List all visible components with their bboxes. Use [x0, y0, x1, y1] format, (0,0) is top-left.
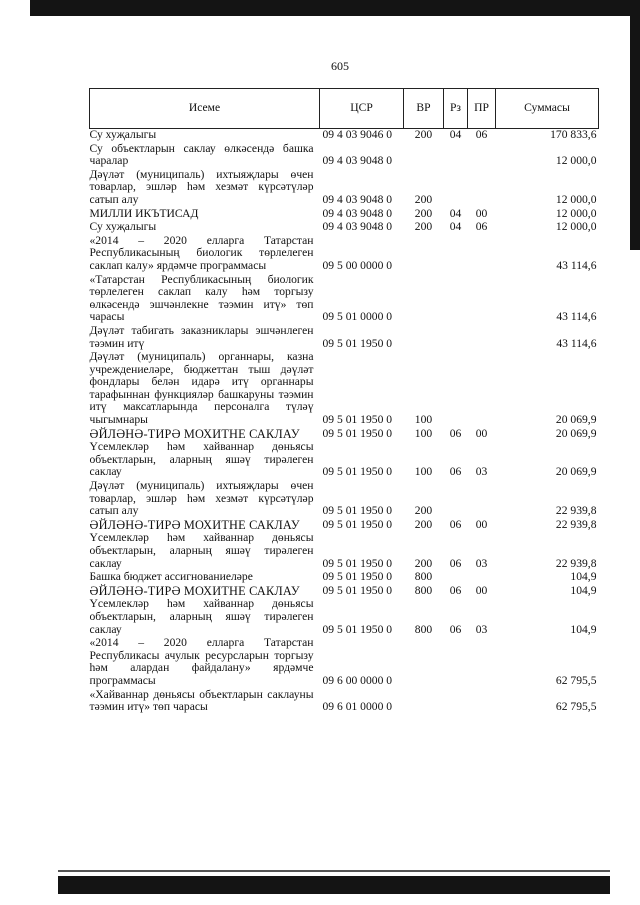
row-pr	[468, 637, 496, 688]
row-pr	[468, 325, 496, 351]
table-row	[90, 143, 599, 169]
row-rz	[444, 480, 468, 519]
row-vr	[404, 325, 444, 351]
row-csr: 09 5 01 0000 0	[322, 310, 393, 324]
row-sum: 12 000,0	[555, 154, 597, 168]
row-sum: 170 833,6	[550, 128, 597, 141]
header-sum: Суммасы	[496, 89, 599, 129]
row-pr	[468, 235, 496, 274]
row-rz: 06	[449, 426, 462, 440]
row-sum: 20 069,9	[555, 465, 597, 479]
row-name: Дәүләт (муниципаль) органнары, казна учреждениеләре, бюджеттан тыш дәүләт фондлары белән идарә итү органнары тарафыннан функцияләр башкаруны тәэмин итү максатларында персоналга түләү чыгымнары	[89, 350, 314, 427]
row-vr: 200	[414, 128, 433, 141]
row-csr: 09 4 03 9048 0	[322, 220, 393, 234]
row-name: «2014 – 2020 елларга Татарстан Республикасының биологик төрлелеген саклап калу» ярдәмче программасы	[89, 233, 314, 272]
row-vr	[404, 235, 444, 274]
row-name: Су хуҗалыгы	[89, 220, 157, 234]
row-rz	[444, 689, 468, 715]
row-csr: 09 5 01 1950 0	[322, 504, 393, 518]
row-vr: 200	[414, 206, 433, 220]
row-pr: 00	[475, 206, 488, 220]
page-number: 605	[331, 59, 349, 73]
row-rz: 06	[449, 465, 462, 479]
row-rz	[444, 351, 468, 428]
row-sum: 104,9	[570, 622, 597, 636]
row-csr: 09 6 01 0000 0	[322, 700, 393, 714]
row-sum: 12 000,0	[555, 192, 597, 206]
row-vr: 800	[414, 583, 433, 597]
row-sum: 43 114,6	[556, 310, 597, 324]
row-vr: 100	[414, 426, 433, 440]
row-vr: 100	[414, 413, 433, 427]
row-csr: 09 5 01 1950 0	[322, 517, 393, 531]
row-name: Дәүләт (муниципаль) ихтыяҗлары өчен товарлар, эшләр һәм хезмәт күрсәтүләр сатып алу	[89, 479, 314, 518]
row-name: ӘЙЛӘНӘ-ТИРӘ МОХИТНЕ САКЛАУ	[89, 517, 300, 532]
row-pr	[468, 571, 496, 585]
row-sum: 20 069,9	[555, 426, 597, 440]
row-sum: 62 795,5	[555, 673, 597, 687]
row-csr: 09 5 01 1950 0	[322, 336, 393, 350]
row-sum: 22 939,8	[555, 556, 597, 570]
row-csr: 09 5 01 1950 0	[322, 413, 393, 427]
row-csr: 09 4 03 9048 0	[322, 154, 393, 168]
budget-table	[89, 88, 599, 715]
row-pr	[468, 169, 496, 208]
row-vr: 200	[414, 517, 433, 531]
row-vr	[404, 143, 444, 169]
row-sum: 104,9	[570, 583, 597, 597]
row-rz	[444, 143, 468, 169]
table-row	[90, 519, 599, 533]
row-csr: 09 5 01 1950 0	[322, 583, 393, 597]
row-pr: 06	[475, 220, 488, 234]
row-rz	[444, 169, 468, 208]
row-pr	[468, 274, 496, 325]
row-vr: 800	[414, 570, 433, 584]
row-rz: 04	[449, 128, 462, 141]
row-csr: 09 5 01 1950 0	[322, 465, 393, 479]
table-header	[90, 89, 599, 129]
row-pr	[468, 351, 496, 428]
row-pr: 03	[475, 465, 488, 479]
row-vr: 800	[414, 622, 433, 636]
row-vr: 200	[414, 192, 433, 206]
row-pr	[468, 143, 496, 169]
table-row	[90, 169, 599, 208]
row-name: «Хайваннар дөньясы объектларын саклауны тәэмин итү» төп чарасы	[89, 687, 314, 714]
row-pr: 06	[475, 128, 488, 141]
row-sum: 43 114,6	[556, 258, 597, 272]
scan-edge-right	[630, 0, 640, 250]
row-sum: 104,9	[570, 570, 597, 584]
row-name: Дәүләт (муниципаль) ихтыяҗлары өчен товарлар, эшләр һәм хезмәт күрсәтүләр сатып алу	[89, 167, 314, 206]
row-rz: 04	[449, 220, 462, 234]
row-name: ӘЙЛӘНӘ-ТИРӘ МОХИТНЕ САКЛАУ	[89, 583, 300, 598]
row-csr: 09 4 03 9048 0	[322, 206, 393, 220]
header-csr: ЦСР	[320, 89, 404, 129]
table-row	[90, 598, 599, 637]
row-rz	[444, 637, 468, 688]
row-name: «Татарстан Республикасының биологик төрлелеген саклап калу һәм торгызу өлкәсендә эшчәнлекне тәэмин итү» төп чарасы	[89, 272, 314, 324]
row-vr	[404, 637, 444, 688]
table-row	[90, 441, 599, 480]
table-row	[90, 208, 599, 222]
table-body	[90, 129, 599, 715]
row-pr: 00	[475, 517, 488, 531]
row-name: Башка бюджет ассигнованиеләре	[89, 570, 253, 584]
row-csr: 09 4 03 9046 0	[322, 128, 393, 141]
row-pr: 00	[475, 426, 488, 440]
row-sum: 12 000,0	[555, 220, 597, 234]
table-row	[90, 689, 599, 715]
table-row	[90, 325, 599, 351]
row-sum: 22 939,8	[555, 504, 597, 518]
row-vr: 100	[414, 465, 433, 479]
table-row	[90, 585, 599, 599]
header-name: Исеме	[90, 89, 320, 129]
scan-edge-bottom-line	[58, 870, 610, 872]
row-name: ӘЙЛӘНӘ-ТИРӘ МОХИТНЕ САКЛАУ	[89, 426, 300, 441]
row-pr	[468, 480, 496, 519]
row-vr: 200	[414, 220, 433, 234]
row-csr: 09 5 01 1950 0	[322, 426, 393, 440]
row-vr: 200	[414, 504, 433, 518]
scan-edge-bottom	[58, 876, 610, 894]
header-rz: Рз	[444, 89, 468, 129]
row-name: Үсемлекләр һәм хайваннар дөньясы объектларын, аларның яшәү тирәлеген саклау	[89, 597, 314, 636]
row-vr	[404, 274, 444, 325]
row-csr: 09 4 03 9048 0	[322, 192, 393, 206]
table-row	[90, 235, 599, 274]
scan-edge-top	[30, 0, 640, 16]
row-rz: 06	[449, 622, 462, 636]
row-rz	[444, 325, 468, 351]
row-csr: 09 5 01 1950 0	[322, 570, 393, 584]
row-csr: 09 5 00 0000 0	[322, 258, 393, 272]
row-pr	[468, 689, 496, 715]
row-csr: 09 5 01 1950 0	[322, 622, 393, 636]
header-vr: ВР	[404, 89, 444, 129]
table-row	[90, 129, 599, 143]
row-rz: 04	[449, 206, 462, 220]
row-name: Үсемлекләр һәм хайваннар дөньясы объектларын, аларның яшәү тирәлеген саклау	[89, 531, 314, 570]
row-rz	[444, 571, 468, 585]
row-name: Дәүләт табигать заказниклары эшчәнлеген тәэмин итү	[89, 323, 314, 350]
row-vr	[404, 689, 444, 715]
row-sum: 12 000,0	[555, 206, 597, 220]
row-sum: 43 114,6	[556, 336, 597, 350]
row-name: Су хуҗалыгы	[89, 128, 157, 141]
row-name: Су объектларын саклау өлкәсендә башка чаралар	[89, 141, 314, 168]
row-pr: 00	[475, 583, 488, 597]
row-rz: 06	[449, 556, 462, 570]
table-row	[90, 221, 599, 235]
header-pr: ПР	[468, 89, 496, 129]
row-name: МИЛЛИ ИКЪТИСАД	[89, 206, 199, 220]
row-sum: 20 069,9	[555, 413, 597, 427]
table-row	[90, 637, 599, 688]
row-rz	[444, 235, 468, 274]
row-name: Үсемлекләр һәм хайваннар дөньясы объектларын, аларның яшәү тирәлеген саклау	[89, 440, 314, 479]
row-rz	[444, 274, 468, 325]
row-csr: 09 5 01 1950 0	[322, 556, 393, 570]
table-row	[90, 571, 599, 585]
row-rz: 06	[449, 583, 462, 597]
table-row	[90, 480, 599, 519]
row-rz: 06	[449, 517, 462, 531]
row-sum: 62 795,5	[555, 700, 597, 714]
table-row	[90, 532, 599, 571]
row-pr: 03	[475, 622, 488, 636]
row-name: «2014 – 2020 елларга Татарстан Республикасы ачулык ресурсларын торгызу һәм алардан файдалану» ярдәмче программасы	[89, 636, 314, 687]
row-pr: 03	[475, 556, 488, 570]
table-row	[90, 351, 599, 428]
row-vr: 200	[414, 556, 433, 570]
row-csr: 09 6 00 0000 0	[322, 673, 393, 687]
table-row	[90, 428, 599, 442]
row-sum: 22 939,8	[555, 517, 597, 531]
table-row	[90, 274, 599, 325]
